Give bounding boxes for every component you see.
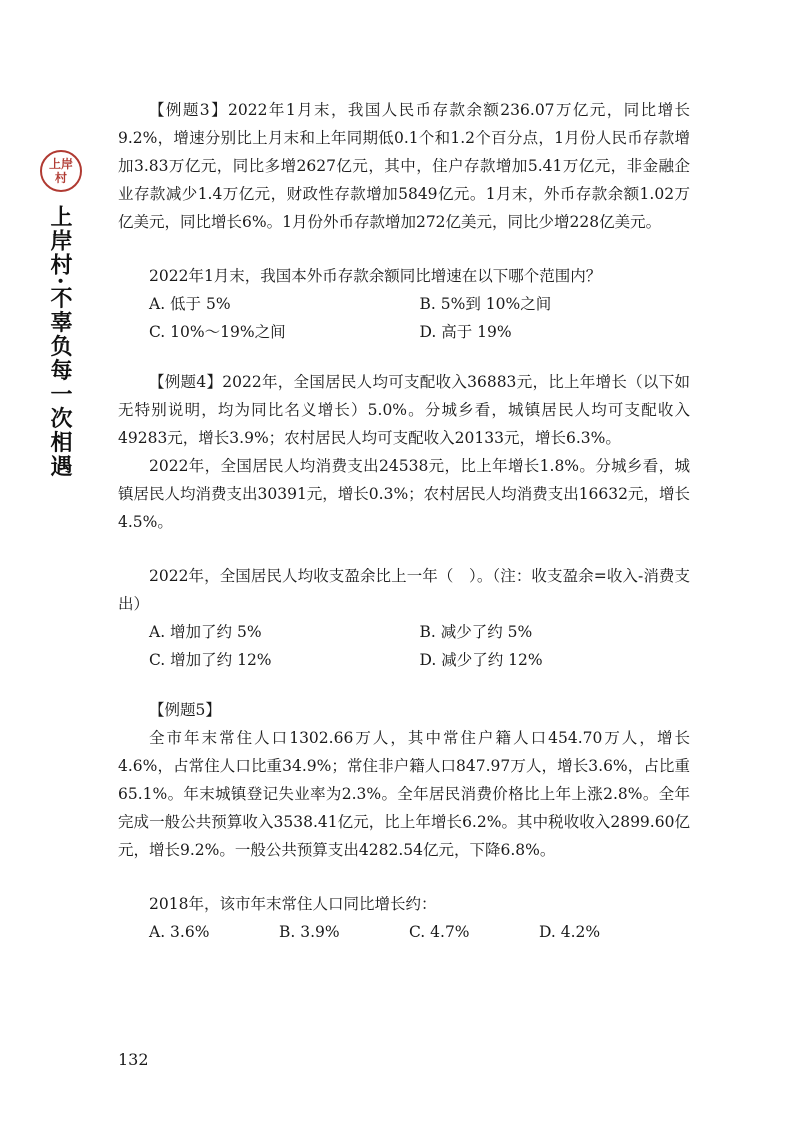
option-b: B. 减少了约 5% [419, 623, 533, 641]
option-c: C. 4.7% [409, 923, 470, 941]
example5-paragraph: 全市年末常住人口1302.66万人，其中常住户籍人口454.70万人，增长4.6%，占常住人口比重34.9%；常住非户籍人口847.97万人，增长3.6%，占比重65.1%。年末城镇登记失业率为2.3%。全年居民消费价格比上年上涨2.8%。全年完成一般公共预算收入3538.41亿元，比上年增长6.2%。其中税收收入2899.60亿元，增长9.2%。一般公共预算支出4282.54亿元，下降6.8%。 [118, 729, 690, 859]
example3-paragraph: 【例题3】2022年1月末，我国人民币存款余额236.07万亿元，同比增长9.2%，增速分别比上月末和上年同期低0.1个和1.2个百分点，1月份人民币存款增加3.83万亿元，同比多增2627亿元，其中，住户存款增加5.41万亿元，非金融企业存款减少1.4万亿元，财政性存款增加5849亿元。1月末，外币存款余额1.02万亿美元，同比增长6%。1月份外币存款增加272亿美元，同比少增228亿美元。 [118, 101, 690, 231]
option-d: D. 4.2% [539, 923, 601, 941]
seal-text: 上岸村 [48, 157, 73, 185]
example4-options [118, 618, 690, 674]
option-a: A. 低于 5% [149, 295, 231, 313]
main-content [118, 96, 690, 946]
option-b: B. 3.9% [279, 923, 340, 941]
option-c: C. 增加了约 12% [149, 651, 272, 669]
example5-label: 【例题5】 [149, 701, 221, 719]
example5-options [118, 918, 669, 946]
option-d: D. 减少了约 12% [419, 651, 543, 669]
option-d: D. 高于 19% [419, 323, 512, 341]
example4-paragraph2: 2022年，全国居民人均消费支出24538元，比上年增长1.8%。分城乡看，城镇居民人均消费支出30391元，增长0.3%；农村居民人均消费支出16632元，增长4.5%。 [118, 457, 690, 531]
option-a: A. 3.6% [149, 923, 210, 941]
example3-question: 2022年1月末，我国本外币存款余额同比增速在以下哪个范围内？ [149, 267, 602, 285]
example4-question: 2022年，全国居民人均收支盈余比上一年（ ）。（注：收支盈余=收入-消费支出） [118, 567, 690, 613]
option-b: B. 5%到 10%之间 [419, 295, 552, 313]
option-a: A. 增加了约 5% [149, 623, 262, 641]
page-number: 132 [118, 1050, 149, 1069]
brand-slogan: 上岸村·不辜负每一次相遇 [47, 205, 73, 479]
example4-paragraph1: 【例题4】2022年，全国居民人均可支配收入36883元，比上年增长（以下如无特别说明，均为同比名义增长）5.0%。分城乡看，城镇居民人均可支配收入49283元，增长3.9%；农村居民人均可支配收入20133元，增长6.3%。 [118, 373, 690, 447]
example3-options [118, 290, 690, 346]
example5-question: 2018年，该市年末常住人口同比增长约： [149, 895, 437, 913]
option-c: C. 10%～19%之间 [149, 323, 286, 341]
brand-seal-icon [40, 150, 82, 192]
